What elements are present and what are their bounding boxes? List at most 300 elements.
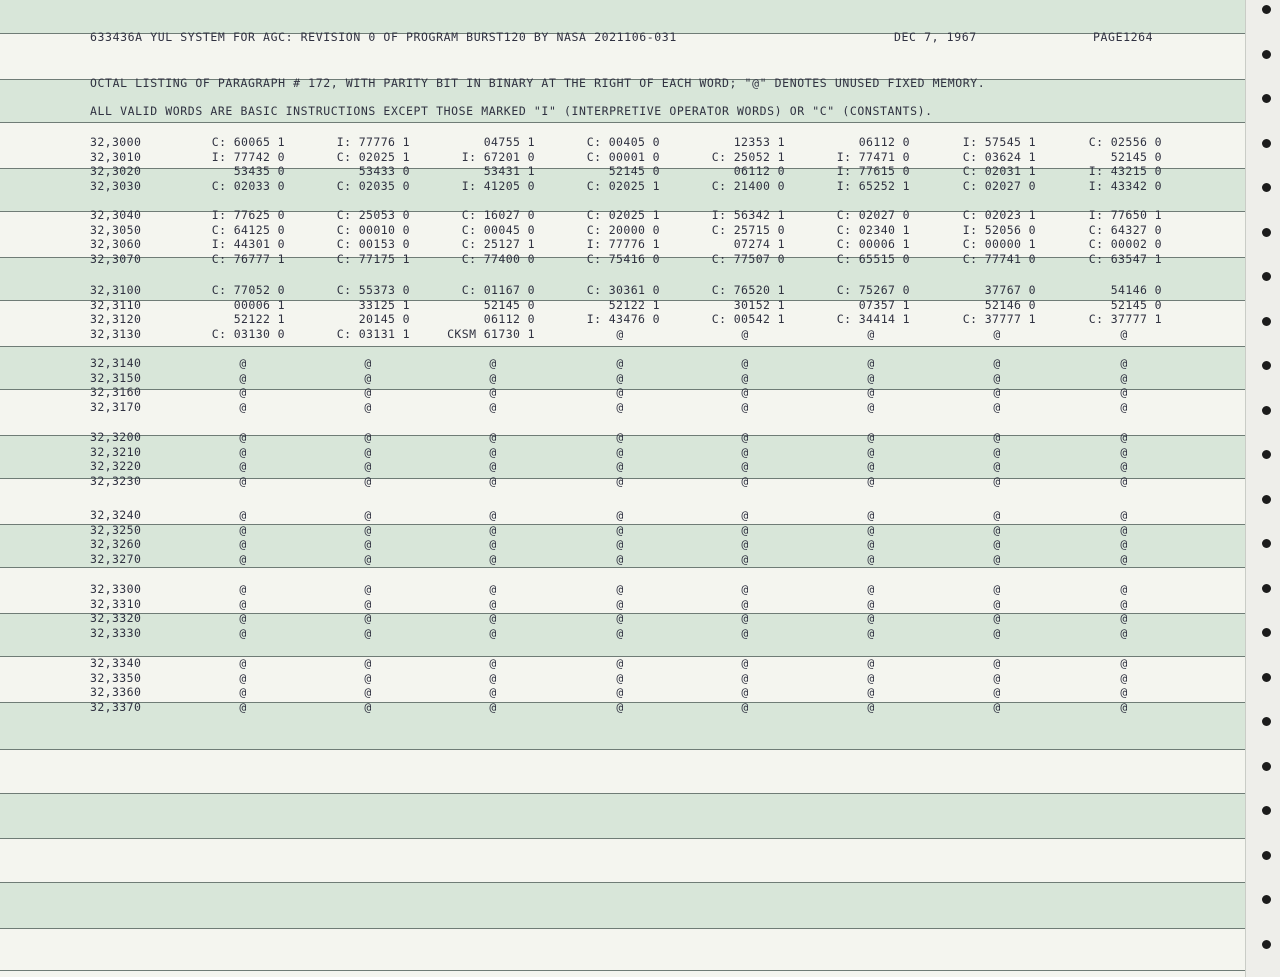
unused-memory-cell: @ [741, 385, 749, 400]
unused-memory-cell: @ [741, 685, 749, 700]
feed-hole [1262, 806, 1271, 815]
octal-word-cell: C: 76777 1 [211, 252, 285, 267]
octal-word-cell: C: 02027 0 [836, 208, 910, 222]
octal-word-cell: C: 55373 0 [336, 283, 410, 297]
unused-memory-cell: @ [867, 522, 875, 537]
octal-word-cell: I: 77776 1 [586, 237, 660, 252]
feed-hole [1262, 50, 1271, 59]
unused-memory-cell: @ [867, 611, 875, 626]
unused-memory-cell: @ [1120, 356, 1128, 370]
address-cell: 32,3010 [90, 149, 142, 164]
unused-memory-cell: @ [741, 537, 749, 552]
unused-memory-cell: @ [867, 400, 875, 415]
octal-word-cell: 53431 1 [483, 164, 535, 179]
unused-memory-cell: @ [993, 508, 1001, 522]
description-line-1: OCTAL LISTING OF PARAGRAPH # 172, WITH PARITY BIT IN BINARY AT THE RIGHT OF EACH WORD; "@" DENOTES UNUSED FIXED MEMORY. [90, 76, 986, 90]
octal-word-cell: C: 02340 1 [836, 222, 910, 237]
unused-memory-cell: @ [489, 508, 497, 522]
unused-memory-cell: @ [489, 670, 497, 685]
unused-memory-cell: @ [741, 444, 749, 459]
unused-memory-cell: @ [489, 685, 497, 700]
octal-word-cell: I: 77742 0 [211, 149, 285, 164]
address-cell: 32,3240 [90, 508, 142, 522]
octal-word-cell: C: 02025 1 [586, 179, 660, 194]
unused-memory-cell: @ [1120, 537, 1128, 552]
unused-memory-cell: @ [489, 459, 497, 474]
address-cell: 32,3210 [90, 444, 142, 459]
unused-memory-cell: @ [239, 444, 247, 459]
unused-memory-cell: @ [867, 327, 875, 342]
unused-memory-cell: @ [239, 537, 247, 552]
unused-memory-cell: @ [489, 656, 497, 670]
octal-word-cell: C: 63547 1 [1088, 252, 1162, 267]
feed-hole [1262, 272, 1271, 281]
unused-memory-cell: @ [364, 508, 372, 522]
octal-word-cell: C: 77052 0 [211, 283, 285, 297]
feed-hole [1262, 717, 1271, 726]
octal-word-cell: I: 52056 0 [962, 222, 1036, 237]
address-cell: 32,3040 [90, 208, 142, 222]
unused-memory-cell: @ [741, 400, 749, 415]
octal-word-cell: 00006 1 [233, 297, 285, 312]
octal-word-cell: 52146 0 [984, 297, 1036, 312]
unused-memory-cell: @ [239, 582, 247, 596]
feed-hole [1262, 940, 1271, 949]
address-cell: 32,3060 [90, 237, 142, 252]
unused-memory-cell: @ [741, 459, 749, 474]
octal-word-cell: C: 75416 0 [586, 252, 660, 267]
octal-word-cell: I: 43476 0 [586, 312, 660, 327]
octal-word-cell: C: 75267 0 [836, 283, 910, 297]
unused-memory-cell: @ [489, 537, 497, 552]
octal-word-cell: I: 44301 0 [211, 237, 285, 252]
octal-word-cell: C: 77400 0 [461, 252, 535, 267]
unused-memory-cell: @ [993, 700, 1001, 715]
unused-memory-cell: @ [364, 522, 372, 537]
octal-word-cell: 54146 0 [1110, 283, 1162, 297]
paper-rule-line [0, 346, 1245, 347]
address-cell: 32,3150 [90, 370, 142, 385]
octal-word-cell: 52145 0 [1110, 149, 1162, 164]
unused-memory-cell: @ [867, 552, 875, 567]
unused-memory-cell: @ [867, 370, 875, 385]
octal-word-cell: C: 02033 0 [211, 179, 285, 194]
unused-memory-cell: @ [867, 385, 875, 400]
address-cell: 32,3130 [90, 327, 142, 342]
address-cell: 32,3170 [90, 400, 142, 415]
unused-memory-cell: @ [1120, 430, 1128, 444]
unused-memory-cell: @ [616, 430, 624, 444]
green-band [0, 0, 1245, 33]
address-cell: 32,3050 [90, 222, 142, 237]
octal-word-cell: C: 34414 1 [836, 312, 910, 327]
octal-word-cell: C: 25127 1 [461, 237, 535, 252]
description-line-2: ALL VALID WORDS ARE BASIC INSTRUCTIONS EXCEPT THOSE MARKED "I" (INTERPRETIVE OPERATOR WORDS) OR "C" (CONSTANTS). [90, 104, 933, 118]
unused-memory-cell: @ [489, 356, 497, 370]
octal-word-cell: C: 21400 0 [711, 179, 785, 194]
unused-memory-cell: @ [616, 611, 624, 626]
paper-rule-line [0, 122, 1245, 123]
octal-word-cell: C: 02025 1 [336, 149, 410, 164]
octal-word-cell: 12353 1 [733, 135, 785, 149]
unused-memory-cell: @ [741, 582, 749, 596]
unused-memory-cell: @ [741, 552, 749, 567]
unused-memory-cell: @ [867, 356, 875, 370]
address-cell: 32,3160 [90, 385, 142, 400]
unused-memory-cell: @ [616, 685, 624, 700]
unused-memory-cell: @ [239, 474, 247, 489]
unused-memory-cell: @ [867, 474, 875, 489]
unused-memory-cell: @ [993, 685, 1001, 700]
unused-memory-cell: @ [239, 430, 247, 444]
octal-word-cell: 06112 0 [483, 312, 535, 327]
octal-word-cell: C: 00000 1 [962, 237, 1036, 252]
unused-memory-cell: @ [364, 670, 372, 685]
unused-memory-cell: @ [741, 670, 749, 685]
unused-memory-cell: @ [489, 611, 497, 626]
unused-memory-cell: @ [239, 596, 247, 611]
paper-rule-line [0, 970, 1245, 971]
unused-memory-cell: @ [1120, 400, 1128, 415]
octal-word-cell: C: 25053 0 [336, 208, 410, 222]
address-cell: 32,3340 [90, 656, 142, 670]
octal-word-cell: C: 00001 0 [586, 149, 660, 164]
unused-memory-cell: @ [1120, 656, 1128, 670]
address-cell: 32,3140 [90, 356, 142, 370]
unused-memory-cell: @ [741, 474, 749, 489]
unused-memory-cell: @ [616, 356, 624, 370]
octal-word-cell: C: 25715 0 [711, 222, 785, 237]
address-cell: 32,3030 [90, 179, 142, 194]
unused-memory-cell: @ [741, 370, 749, 385]
unused-memory-cell: @ [741, 611, 749, 626]
unused-memory-cell: @ [616, 656, 624, 670]
unused-memory-cell: @ [364, 400, 372, 415]
unused-memory-cell: @ [1120, 611, 1128, 626]
unused-memory-cell: @ [993, 370, 1001, 385]
unused-memory-cell: @ [239, 656, 247, 670]
unused-memory-cell: @ [1120, 700, 1128, 715]
octal-word-cell: 04755 1 [483, 135, 535, 149]
unused-memory-cell: @ [1120, 444, 1128, 459]
octal-word-cell: C: 02031 1 [962, 164, 1036, 179]
unused-memory-cell: @ [616, 582, 624, 596]
unused-memory-cell: @ [1120, 685, 1128, 700]
unused-memory-cell: @ [489, 370, 497, 385]
unused-memory-cell: @ [616, 444, 624, 459]
octal-word-cell: 53433 0 [358, 164, 410, 179]
unused-memory-cell: @ [616, 327, 624, 342]
unused-memory-cell: @ [616, 522, 624, 537]
octal-word-cell: 06112 0 [858, 135, 910, 149]
unused-memory-cell: @ [741, 522, 749, 537]
unused-memory-cell: @ [364, 582, 372, 596]
unused-memory-cell: @ [867, 430, 875, 444]
unused-memory-cell: @ [239, 626, 247, 641]
feed-hole [1262, 361, 1271, 370]
unused-memory-cell: @ [364, 700, 372, 715]
unused-memory-cell: @ [1120, 327, 1128, 342]
octal-word-cell: I: 43342 0 [1088, 179, 1162, 194]
unused-memory-cell: @ [489, 552, 497, 567]
unused-memory-cell: @ [867, 670, 875, 685]
unused-memory-cell: @ [1120, 670, 1128, 685]
unused-memory-cell: @ [993, 400, 1001, 415]
octal-word-cell: C: 37777 1 [1088, 312, 1162, 327]
octal-word-cell: 06112 0 [733, 164, 785, 179]
unused-memory-cell: @ [616, 385, 624, 400]
octal-word-cell: 07357 1 [858, 297, 910, 312]
unused-memory-cell: @ [867, 700, 875, 715]
unused-memory-cell: @ [616, 459, 624, 474]
unused-memory-cell: @ [741, 626, 749, 641]
paper-rule-line [0, 838, 1245, 839]
address-cell: 32,3200 [90, 430, 142, 444]
address-cell: 32,3250 [90, 522, 142, 537]
unused-memory-cell: @ [616, 670, 624, 685]
unused-memory-cell: @ [616, 537, 624, 552]
unused-memory-cell: @ [616, 400, 624, 415]
unused-memory-cell: @ [867, 444, 875, 459]
unused-memory-cell: @ [239, 552, 247, 567]
unused-memory-cell: @ [364, 685, 372, 700]
octal-word-cell: C: 00542 1 [711, 312, 785, 327]
unused-memory-cell: @ [993, 474, 1001, 489]
unused-memory-cell: @ [867, 685, 875, 700]
unused-memory-cell: @ [741, 327, 749, 342]
unused-memory-cell: @ [741, 700, 749, 715]
unused-memory-cell: @ [1120, 596, 1128, 611]
unused-memory-cell: @ [741, 596, 749, 611]
unused-memory-cell: @ [993, 327, 1001, 342]
unused-memory-cell: @ [741, 430, 749, 444]
unused-memory-cell: @ [239, 522, 247, 537]
header-date: DEC 7, 1967 [894, 30, 977, 44]
unused-memory-cell: @ [239, 385, 247, 400]
green-band [0, 793, 1245, 838]
unused-memory-cell: @ [1120, 582, 1128, 596]
unused-memory-cell: @ [489, 626, 497, 641]
unused-memory-cell: @ [364, 596, 372, 611]
unused-memory-cell: @ [364, 656, 372, 670]
unused-memory-cell: @ [616, 508, 624, 522]
octal-word-cell: C: 30361 0 [586, 283, 660, 297]
unused-memory-cell: @ [239, 370, 247, 385]
unused-memory-cell: @ [867, 656, 875, 670]
address-cell: 32,3310 [90, 596, 142, 611]
octal-word-cell: 20145 0 [358, 312, 410, 327]
unused-memory-cell: @ [239, 685, 247, 700]
unused-memory-cell: @ [364, 552, 372, 567]
unused-memory-cell: @ [239, 670, 247, 685]
octal-word-cell: C: 00405 0 [586, 135, 660, 149]
unused-memory-cell: @ [867, 596, 875, 611]
feed-hole [1262, 584, 1271, 593]
octal-word-cell: C: 01167 0 [461, 283, 535, 297]
octal-word-cell: I: 43215 0 [1088, 164, 1162, 179]
octal-word-cell: I: 77625 0 [211, 208, 285, 222]
unused-memory-cell: @ [239, 356, 247, 370]
unused-memory-cell: @ [364, 626, 372, 641]
feed-hole [1262, 762, 1271, 771]
octal-word-cell: 52145 0 [608, 164, 660, 179]
unused-memory-cell: @ [741, 356, 749, 370]
octal-word-cell: I: 77471 0 [836, 149, 910, 164]
octal-word-cell: C: 00153 0 [336, 237, 410, 252]
unused-memory-cell: @ [239, 459, 247, 474]
octal-word-cell: C: 00010 0 [336, 222, 410, 237]
unused-memory-cell: @ [364, 356, 372, 370]
unused-memory-cell: @ [993, 552, 1001, 567]
unused-memory-cell: @ [867, 459, 875, 474]
octal-word-cell: C: 03131 1 [336, 327, 410, 342]
unused-memory-cell: @ [616, 700, 624, 715]
unused-memory-cell: @ [616, 474, 624, 489]
feed-hole [1262, 673, 1271, 682]
feed-hole [1262, 495, 1271, 504]
unused-memory-cell: @ [1120, 522, 1128, 537]
octal-word-cell: 52122 1 [233, 312, 285, 327]
octal-word-cell: C: 77507 0 [711, 252, 785, 267]
unused-memory-cell: @ [993, 626, 1001, 641]
address-cell: 32,3120 [90, 312, 142, 327]
unused-memory-cell: @ [993, 430, 1001, 444]
unused-memory-cell: @ [364, 385, 372, 400]
octal-word-cell: 52145 0 [483, 297, 535, 312]
unused-memory-cell: @ [489, 700, 497, 715]
octal-word-cell: CKSM 61730 1 [447, 327, 535, 342]
header-program-line: 633436A YUL SYSTEM FOR AGC: REVISION 0 OF PROGRAM BURST120 BY NASA 2021106-031 [90, 30, 677, 44]
unused-memory-cell: @ [867, 508, 875, 522]
octal-word-cell: C: 03624 1 [962, 149, 1036, 164]
unused-memory-cell: @ [489, 582, 497, 596]
unused-memory-cell: @ [993, 537, 1001, 552]
unused-memory-cell: @ [364, 611, 372, 626]
unused-memory-cell: @ [239, 700, 247, 715]
octal-word-cell: 52145 0 [1110, 297, 1162, 312]
unused-memory-cell: @ [993, 596, 1001, 611]
unused-memory-cell: @ [993, 459, 1001, 474]
address-cell: 32,3000 [90, 135, 142, 149]
octal-word-cell: C: 25052 1 [711, 149, 785, 164]
unused-memory-cell: @ [741, 656, 749, 670]
octal-word-cell: C: 03130 0 [211, 327, 285, 342]
paper-rule-line [0, 882, 1245, 883]
unused-memory-cell: @ [1120, 552, 1128, 567]
octal-word-cell: I: 77615 0 [836, 164, 910, 179]
octal-word-cell: 53435 0 [233, 164, 285, 179]
octal-word-cell: C: 60065 1 [211, 135, 285, 149]
unused-memory-cell: @ [993, 356, 1001, 370]
address-cell: 32,3370 [90, 700, 142, 715]
octal-word-cell: C: 37777 1 [962, 312, 1036, 327]
octal-word-cell: I: 77650 1 [1088, 208, 1162, 222]
paper-rule-line [0, 928, 1245, 929]
paper-rule-line [0, 793, 1245, 794]
feed-hole [1262, 628, 1271, 637]
address-cell: 32,3020 [90, 164, 142, 179]
unused-memory-cell: @ [1120, 508, 1128, 522]
unused-memory-cell: @ [993, 444, 1001, 459]
unused-memory-cell: @ [489, 596, 497, 611]
address-cell: 32,3300 [90, 582, 142, 596]
feed-hole [1262, 5, 1271, 14]
address-cell: 32,3230 [90, 474, 142, 489]
unused-memory-cell: @ [993, 611, 1001, 626]
octal-word-cell: C: 20000 0 [586, 222, 660, 237]
octal-word-cell: 33125 1 [358, 297, 410, 312]
octal-word-cell: C: 64327 0 [1088, 222, 1162, 237]
unused-memory-cell: @ [1120, 474, 1128, 489]
feed-hole [1262, 139, 1271, 148]
green-band [0, 882, 1245, 928]
octal-word-cell: 52122 1 [608, 297, 660, 312]
unused-memory-cell: @ [489, 400, 497, 415]
unused-memory-cell: @ [489, 385, 497, 400]
unused-memory-cell: @ [616, 552, 624, 567]
address-cell: 32,3220 [90, 459, 142, 474]
paper-rule-line [0, 749, 1245, 750]
octal-word-cell: C: 02035 0 [336, 179, 410, 194]
octal-word-cell: I: 67201 0 [461, 149, 535, 164]
octal-word-cell: C: 02027 0 [962, 179, 1036, 194]
unused-memory-cell: @ [616, 596, 624, 611]
address-cell: 32,3070 [90, 252, 142, 267]
unused-memory-cell: @ [489, 430, 497, 444]
octal-word-cell: C: 76520 1 [711, 283, 785, 297]
feed-hole [1262, 183, 1271, 192]
header-page-number: PAGE1264 [1093, 30, 1154, 44]
feed-hole [1262, 851, 1271, 860]
unused-memory-cell: @ [993, 582, 1001, 596]
octal-word-cell: C: 02025 1 [586, 208, 660, 222]
unused-memory-cell: @ [364, 370, 372, 385]
octal-word-cell: 07274 1 [733, 237, 785, 252]
unused-memory-cell: @ [993, 670, 1001, 685]
octal-word-cell: I: 65252 1 [836, 179, 910, 194]
octal-word-cell: C: 16027 0 [461, 208, 535, 222]
octal-word-cell: 30152 1 [733, 297, 785, 312]
feed-hole [1262, 228, 1271, 237]
unused-memory-cell: @ [741, 508, 749, 522]
octal-word-cell: C: 77741 0 [962, 252, 1036, 267]
octal-word-cell: 37767 0 [984, 283, 1036, 297]
octal-word-cell: C: 65515 0 [836, 252, 910, 267]
unused-memory-cell: @ [616, 370, 624, 385]
unused-memory-cell: @ [616, 626, 624, 641]
unused-memory-cell: @ [867, 537, 875, 552]
unused-memory-cell: @ [1120, 459, 1128, 474]
unused-memory-cell: @ [993, 385, 1001, 400]
unused-memory-cell: @ [239, 400, 247, 415]
unused-memory-cell: @ [239, 611, 247, 626]
address-cell: 32,3320 [90, 611, 142, 626]
feed-hole [1262, 450, 1271, 459]
unused-memory-cell: @ [489, 522, 497, 537]
unused-memory-cell: @ [239, 508, 247, 522]
unused-memory-cell: @ [1120, 626, 1128, 641]
unused-memory-cell: @ [364, 444, 372, 459]
octal-word-cell: C: 00002 0 [1088, 237, 1162, 252]
unused-memory-cell: @ [867, 626, 875, 641]
unused-memory-cell: @ [489, 474, 497, 489]
octal-word-cell: C: 77175 1 [336, 252, 410, 267]
octal-word-cell: C: 00006 1 [836, 237, 910, 252]
paper-rule-line [0, 567, 1245, 568]
octal-word-cell: I: 77776 1 [336, 135, 410, 149]
unused-memory-cell: @ [1120, 370, 1128, 385]
address-cell: 32,3330 [90, 626, 142, 641]
